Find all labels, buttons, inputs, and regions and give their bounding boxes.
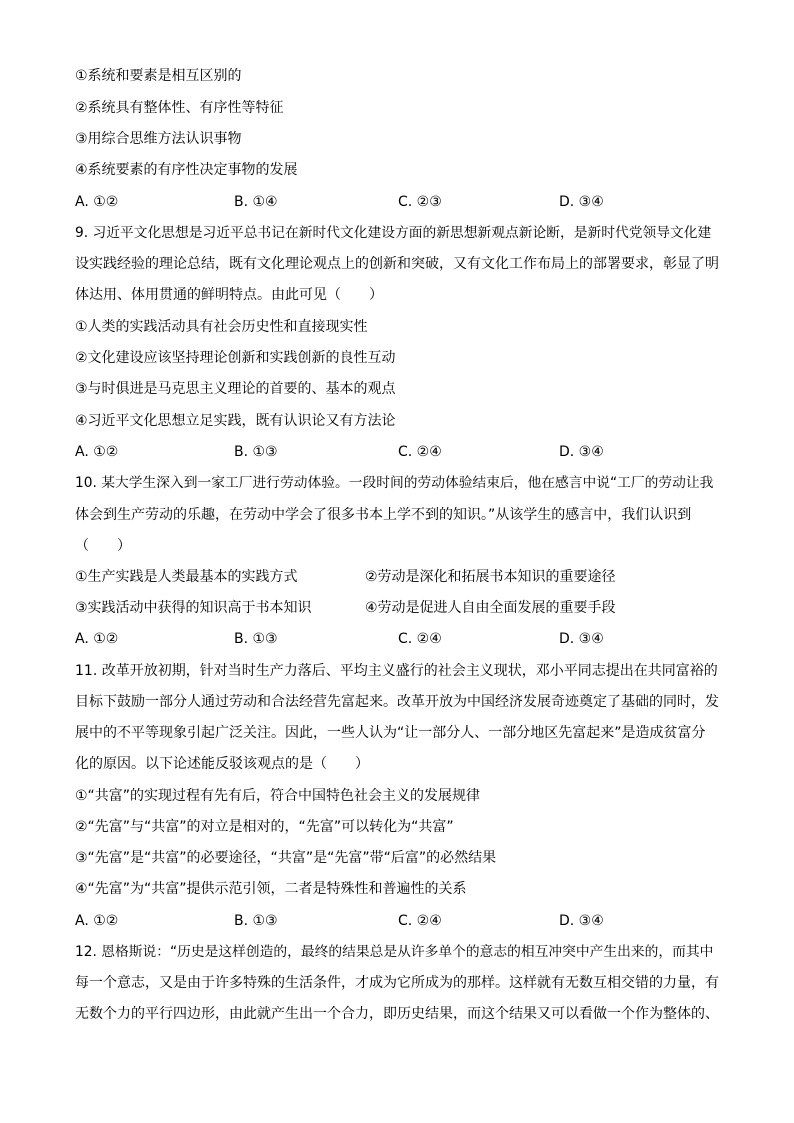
q11-option-b: B. ①③ bbox=[234, 913, 278, 929]
q10-option-d: D. ③④ bbox=[559, 631, 604, 647]
q10-stem-line-3: （ ） bbox=[75, 538, 131, 554]
q11-options bbox=[75, 911, 715, 931]
q8-option-c: C. ②③ bbox=[398, 194, 442, 210]
q11-stem-line-1: 11. 改革开放初期，针对当时生产力落后、平均主义盛行的社会主义现状，邓小平同志提出在共同富裕的 bbox=[75, 663, 718, 679]
q10-options bbox=[75, 629, 715, 649]
q10-statement-row-1 bbox=[75, 567, 715, 587]
q12-stem-line-2: 每一个意志，又是由于许多特殊的生活条件，才成为它所成为的那样。这样就有无数互相交错的力量，有 bbox=[75, 975, 719, 991]
q11-option-c: C. ②④ bbox=[398, 913, 442, 929]
q8-statement-1: ①系统和要素是相互区别的 bbox=[75, 68, 242, 84]
q9-stem-line-1: 9. 习近平文化思想是习近平总书记在新时代文化建设方面的新思想新观点新论断，是新时代党领导文化建 bbox=[75, 225, 712, 241]
q10-option-a: A. ①② bbox=[75, 631, 119, 647]
q12-stem-line-1: 12. 恩格斯说：“历史是这样创造的，最终的结果总是从许多单个的意志的相互冲突中产生出来的，而其中 bbox=[75, 944, 714, 960]
q10-statement-1: ①生产实践是人类最基本的实践方式 bbox=[75, 569, 298, 585]
q9-statement-1: ①人类的实践活动具有社会历史性和直接现实性 bbox=[75, 319, 368, 335]
q11-stem-line-2: 目标下鼓励一部分人通过劳动和合法经营先富起来。改革开放为中国经济发展奇迹奠定了基础的同时，发 bbox=[75, 694, 719, 710]
q8-options bbox=[75, 192, 715, 212]
q10-statement-3: ③实践活动中获得的知识高于书本知识 bbox=[75, 600, 312, 616]
q11-statement-1: ①“共富”的实现过程有先有后，符合中国特色社会主义的发展规律 bbox=[75, 788, 481, 804]
q8-option-d: D. ③④ bbox=[559, 194, 604, 210]
q8-statement-3: ③用综合思维方法认识事物 bbox=[75, 131, 242, 147]
q11-option-d: D. ③④ bbox=[559, 913, 604, 929]
q10-statement-row-2 bbox=[75, 598, 715, 618]
q10-option-b: B. ①③ bbox=[234, 631, 278, 647]
q9-statement-3: ③与时俱进是马克思主义理论的首要的、基本的观点 bbox=[75, 381, 396, 397]
q10-statement-2: ②劳动是深化和拓展书本知识的重要途径 bbox=[365, 569, 616, 585]
q11-stem-line-4: 化的原因。以下论述能反驳该观点的是（ ） bbox=[75, 756, 369, 772]
q9-option-c: C. ②④ bbox=[398, 444, 442, 460]
q11-statement-3: ③“先富”是“共富”的必要途径，“共富”是“先富”带“后富”的必然结果 bbox=[75, 850, 497, 866]
q9-option-b: B. ①③ bbox=[234, 444, 278, 460]
q11-statement-2: ②“先富”与“共富”的对立是相对的，“先富”可以转化为“共富” bbox=[75, 819, 454, 835]
q12-stem-line-3: 无数个力的平行四边形，由此就产生出一个合力，即历史结果，而这个结果又可以看做一个作为整体的、 bbox=[75, 1006, 719, 1022]
q8-statement-4: ④系统要素的有序性决定事物的发展 bbox=[75, 162, 298, 178]
q9-options bbox=[75, 442, 715, 462]
q9-stem-line-3: 体达用、体用贯通的鲜明特点。由此可见（ ） bbox=[75, 287, 383, 303]
q10-option-c: C. ②④ bbox=[398, 631, 442, 647]
q10-stem-line-2: 体会到生产劳动的乐趣，在劳动中学会了很多书本上学不到的知识。”从该学生的感言中，我们认识到 bbox=[75, 507, 692, 523]
q9-statement-2: ②文化建设应该坚持理论创新和实践创新的良性互动 bbox=[75, 350, 396, 366]
q8-statement-2: ②系统具有整体性、有序性等特征 bbox=[75, 100, 284, 116]
q11-stem-line-3: 展中的不平等现象引起广泛关注。因此，一些人认为“让一部分人、一部分地区先富起来”是造成贫富分 bbox=[75, 725, 706, 741]
q9-statement-4: ④习近平文化思想立足实践，既有认识论又有方法论 bbox=[75, 413, 396, 429]
q8-option-a: A. ①② bbox=[75, 194, 119, 210]
q11-statement-4: ④“先富”为“共富”提供示范引领，二者是特殊性和普遍性的关系 bbox=[75, 881, 467, 897]
q9-stem-line-2: 设实践经验的理论总结，既有文化理论观点上的创新和突破，又有文化工作布局上的部署要求，彰显了明 bbox=[75, 256, 719, 272]
q8-option-b: B. ①④ bbox=[234, 194, 278, 210]
q9-option-d: D. ③④ bbox=[559, 444, 604, 460]
q10-statement-4: ④劳动是促进人自由全面发展的重要手段 bbox=[365, 600, 616, 616]
q10-stem-line-1: 10. 某大学生深入到一家工厂进行劳动体验。一段时间的劳动体验结束后，他在感言中说“工厂的劳动让我 bbox=[75, 475, 714, 491]
q11-option-a: A. ①② bbox=[75, 913, 119, 929]
q9-option-a: A. ①② bbox=[75, 444, 119, 460]
